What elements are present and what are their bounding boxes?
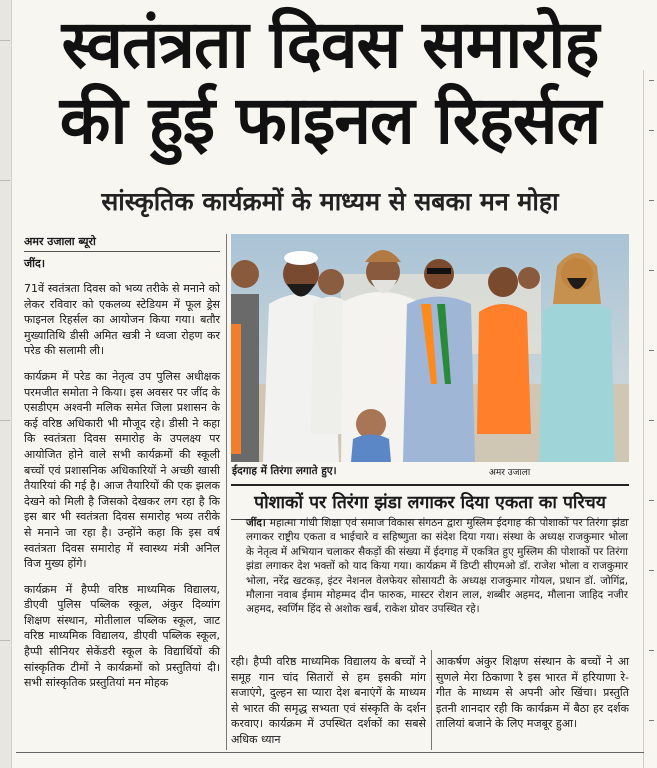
column-divider — [226, 234, 227, 750]
bottom-column-2: आकर्षण अंकुर शिक्षण संस्थान के बच्चों ने आ सुणले मेरा ठिकाणा रै इस भारत में हरियाणा रे-गीत के माध्यम से अपनी ओर खिंचा। प्रस्तुति इतनी शानदार रही कि कार्यक्रम में बैठा हर दर्शक तालियां बजाने के लिए मजबूर हुआ। — [436, 655, 629, 731]
story-2-headline: पोशाकों पर तिरंगा झंडा लगाकर दिया एकता का परिचय — [231, 484, 629, 520]
paragraph-2: कार्यक्रम में परेड का नेतृत्व उप पुलिस अधीक्षक परमजीत समोता ने किया। इस अवसर पर जींद के एसडीएम अश्वनी मलिक समेत जिला प्रशासन के कई वरिष्ठ अधिकारी भी मौजूद रहे। डीसी ने कहा कि स्वतंत्रता दिवस समारोह के उपलक्ष्य पर आयोजित होने वाले सभी कार्यक्रमों की स्कूली बच्चों एवं प्रशासनिक अधिकारियों ने अच्छी खासी तैयारियां की गई है। आज तैयारियों की एक झलक देखने को मिली है जिसको देखकर लग रहा है कि इस बार भी स्वतंत्रता दिवस समारोह भव्य तरीके से मनाने जा रहा है। उन्होंने कहा कि इस वर्ष स्वतंत्रता दिवस समारोह में स्वास्थ्य मंत्री अनिल विज मुख्य होंगे। — [24, 369, 220, 571]
next-article-heading-cropped — [24, 755, 624, 768]
byline: अमर उजाला ब्यूरो — [24, 234, 220, 252]
story-2-text: महात्मा गांधी शिक्षा एवं समाज विकास संगठन द्वारा मुस्लिम ईदगाह की पोशाकों पर तिरंगा झंडा लगाकर राष्ट्रीय एकता व भाईचारे व सहिष्णुता का संदेश दिया गया। संस्था के अध्यक्ष राजकुमार भोला के नेतृत्व में अभियान चलाकर सैकड़ों की संख्या में ईदगाह में एकत्रित हुए मुस्लिम की पोशाकों पर तिरंगा झंडा लगाकर देश भक्तों को याद किया गया। कार्यक्रम में डिप्टी सीएमओ डॉ. राजेश भोला व राजकुमार भोला, नरेंद्र खटकड़, इंटर नेशनल वेलफेयर सोसायटी के अध्यक्ष राजकुमार गोयल, प्रधान डॉ. जोगिंद्र, मौलाना नवाब ईमाम मोहम्मद दीन फारुक, मास्टर रोशन लाल, शब्बीर अहमद, मौलाना जाहिद नजीर अहमद, स्वर्णिम हिंद से अशोक खर्ब, राकेश ग्रोवर उपस्थित रहे। — [246, 517, 628, 616]
dateline: जींद। — [24, 257, 46, 270]
binding-strip — [0, 0, 12, 768]
story-2-dateline: जींद। — [246, 517, 266, 529]
news-photo — [231, 234, 629, 462]
paragraph-3: कार्यक्रम में हैप्पी वरिष्ठ माध्यमिक विद्यालय, डीएवी पुलिस पब्लिक स्कूल, अंकुर दिव्यांग शिक्षण संस्थान, मोतीलाल पब्लिक स्कूल, जाट वरिष्ठ माध्यमिक विद्यालय, डीएवी पब्लिक स्कूल, हैप्पी सीनियर सेकेंडरी स्कूल के विद्यार्थियों की सांस्कृतिक टीमों ने कार्यक्रमों को प्रस्तुतियां दी। सभी सांस्कृतिक प्रस्तुतियां मन मोहक — [24, 582, 220, 690]
photo-caption: ईदगाह में तिरंगा लगाते हुए। — [232, 465, 337, 477]
bottom-rule — [16, 752, 644, 753]
left-column — [24, 234, 220, 691]
column-divider — [431, 650, 432, 750]
adjacent-page-edge — [643, 70, 657, 768]
bottom-column-1: रही। हैप्पी वरिष्ठ माध्यमिक विद्यालय के बच्चों ने समूह गान चांद सितारों से हम इसकी मांग सजाएंगे, दुल्हन सा प्यारा देश बनाएंगें के माध्यम से भारत की समृद्ध सभ्यता एवं संस्कृति के दर्शन करवाए। कार्यक्रम में उपस्थित दर्शकों का सबसे अधिक ध्यान — [231, 655, 426, 746]
headline-line-2: की हुई फाइनल रिहर्सल — [59, 82, 601, 159]
story-2-body — [246, 516, 628, 617]
photo-credit: अमर उजाला — [489, 468, 531, 478]
headline-line-1: स्वतंत्रता दिवस समारोह — [61, 6, 599, 83]
subheadline: सांस्कृतिक कार्यक्रमों के माध्यम से सबका मन मोहा — [101, 187, 559, 216]
eidgah-photo-illustration — [231, 234, 629, 462]
paragraph-1: 71वें स्वतंत्रता दिवस को भव्य तरीके से मनाने को लेकर रविवार को एकलव्य स्टेडियम में फूल ड्रेस फाइनल रिहर्सल का आयोजन किया गया। बतौर मुख्यातिथि डीसी अमित खत्री ने ध्वजा रोहण कर परेड की सलामी ली। — [24, 282, 220, 358]
